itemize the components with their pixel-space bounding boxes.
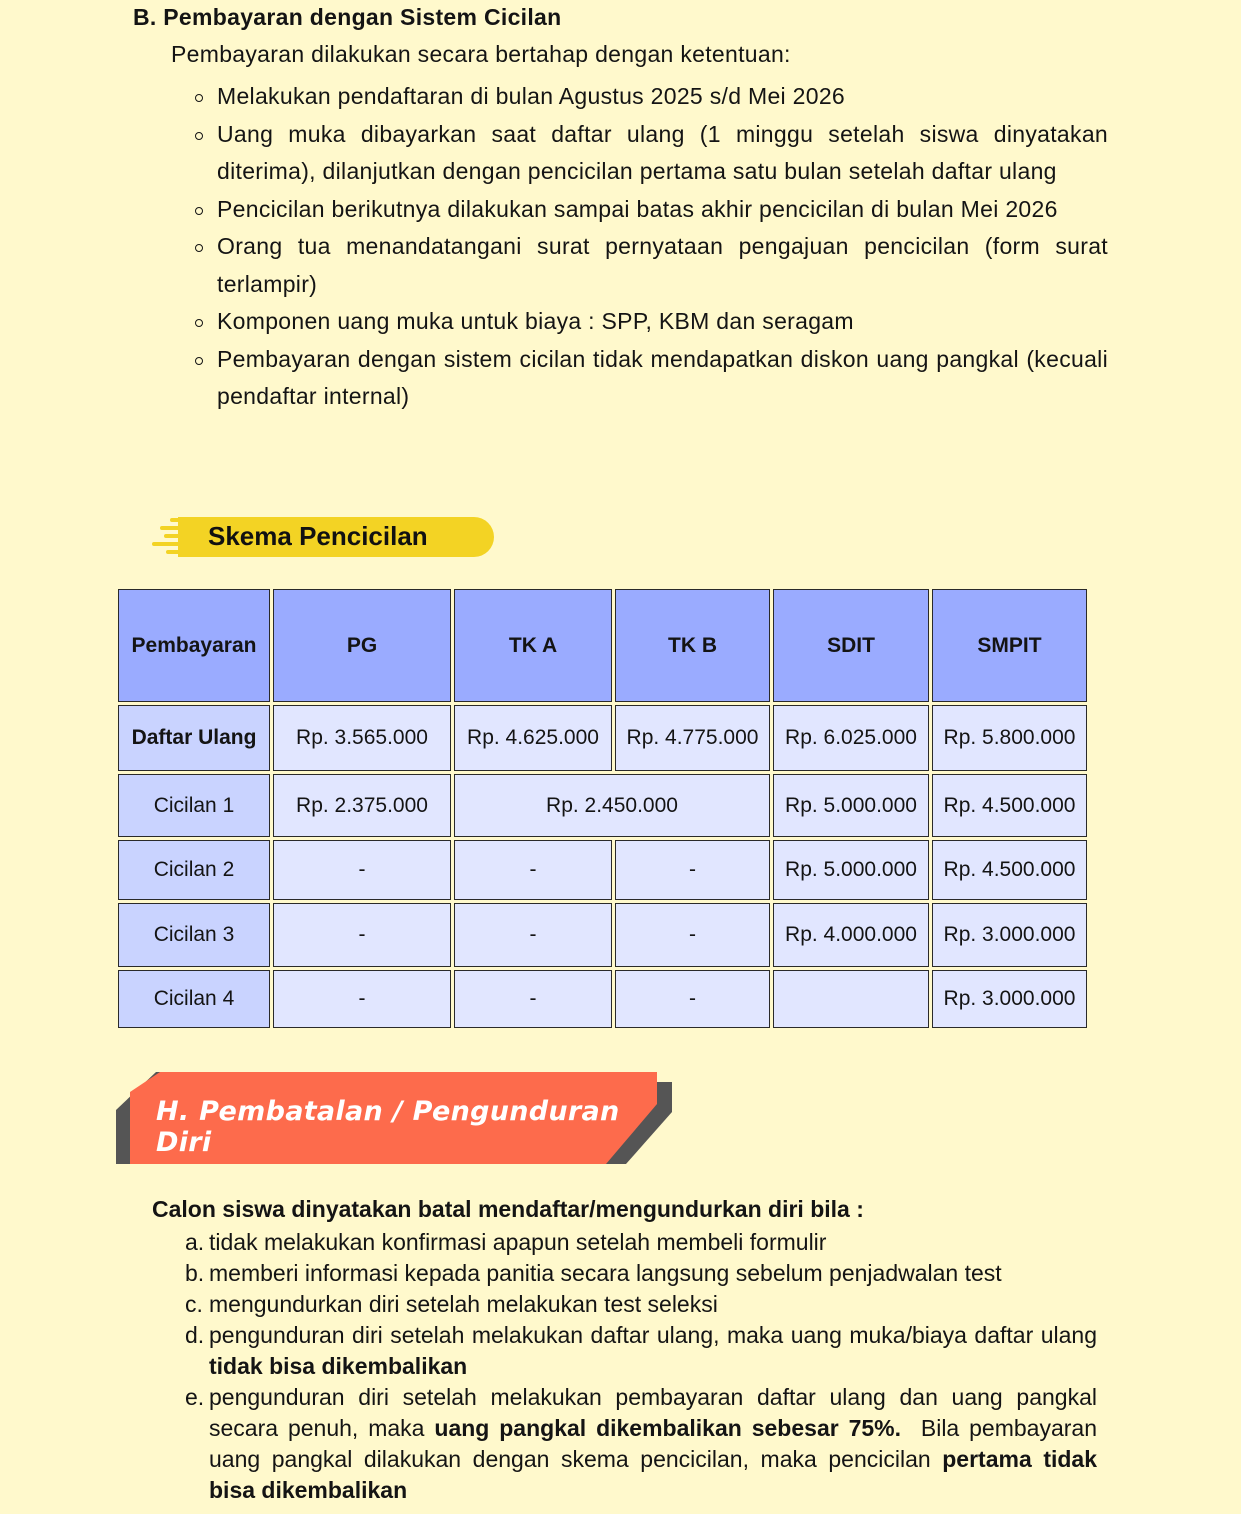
list-item-text: pengunduran diri setelah melakukan daftar ulang, maka uang muka/biaya daftar ulang — [209, 1322, 1097, 1348]
header-tkb: TK B — [615, 589, 770, 702]
list-item: Komponen uang muka untuk biaya : SPP, KBM dan seragam — [217, 303, 1108, 341]
pembatalan-banner — [116, 1072, 676, 1168]
table-cell: Rp. 5.000.000 — [773, 840, 929, 900]
table-cell: - — [454, 970, 612, 1028]
section-b-intro: Pembayaran dilakukan secara bertahap dengan ketentuan: — [171, 41, 791, 67]
table-cell: - — [615, 903, 770, 967]
table-cell: Rp. 3.000.000 — [932, 970, 1087, 1028]
table-cell: Rp. 5.800.000 — [932, 705, 1087, 771]
list-item-emphasis: pertama tidak bisa dikembalikan — [209, 1446, 1097, 1503]
table-cell: - — [454, 840, 612, 900]
pembatalan-intro: Calon siswa dinyatakan batal mendaftar/mengundurkan diri bila : — [152, 1196, 864, 1222]
list-item — [185, 1382, 1104, 1506]
list-item-text: tidak melakukan konfirmasi apapun setelah membeli formulir — [209, 1229, 827, 1255]
list-item: Uang muka dibayarkan saat daftar ulang (1 minggu setelah siswa dinyatakan diterima), dilanjutkan dengan pencicilan pertama satu bulan setelah daftar ulang — [217, 116, 1108, 191]
list-marker: b. — [185, 1260, 205, 1286]
list-item — [185, 1258, 1097, 1289]
skema-title: Skema Pencicilan — [208, 521, 428, 551]
table-cell: Rp. 4.000.000 — [773, 903, 929, 967]
list-marker: e. — [185, 1384, 205, 1410]
table-row — [118, 970, 1087, 1028]
table-cell: - — [454, 903, 612, 967]
list-item-text: mengundurkan diri setelah melakukan test seleksi — [209, 1291, 718, 1317]
installment-terms-list — [217, 78, 1108, 416]
table-cell: Rp. 6.025.000 — [773, 705, 929, 771]
installment-table — [115, 586, 1090, 1031]
skema-banner — [150, 515, 495, 559]
header-tka: TK A — [454, 589, 612, 702]
row-label: Cicilan 2 — [118, 840, 270, 900]
cancellation-conditions-list — [185, 1227, 1104, 1506]
table-cell: - — [273, 903, 451, 967]
table-row — [118, 705, 1087, 771]
section-b-title: B. Pembayaran dengan Sistem Cicilan — [133, 4, 562, 30]
list-item-text: pengunduran diri setelah melakukan pembayaran daftar ulang dan uang pangkal secara penuh, maka — [209, 1384, 1097, 1441]
list-marker: d. — [185, 1322, 205, 1348]
list-item-text: Bila pembayaran uang pangkal dilakukan dengan skema pencicilan, maka pencicilan — [209, 1415, 1104, 1472]
table-cell: - — [615, 970, 770, 1028]
list-item: Pencicilan berikutnya dilakukan sampai batas akhir pencicilan di bulan Mei 2026 — [217, 191, 1108, 229]
list-item — [185, 1227, 1097, 1258]
table-header-row — [118, 589, 1087, 702]
list-marker: a. — [185, 1229, 205, 1255]
list-item: Melakukan pendaftaran di bulan Agustus 2025 s/d Mei 2026 — [217, 78, 1108, 116]
table-row — [118, 840, 1087, 900]
table-cell: Rp. 3.000.000 — [932, 903, 1087, 967]
table-row — [118, 903, 1087, 967]
list-item-emphasis: tidak bisa dikembalikan — [209, 1353, 468, 1379]
list-marker: c. — [185, 1291, 203, 1317]
table-cell: - — [615, 840, 770, 900]
row-label: Cicilan 1 — [118, 774, 270, 837]
table-cell: Rp. 2.375.000 — [273, 774, 451, 837]
header-pembayaran: Pembayaran — [118, 589, 270, 702]
pembatalan-title: H. Pembatalan / Pengunduran Diri — [156, 1096, 620, 1158]
list-item-emphasis: uang pangkal dikembalikan sebesar 75%. — [434, 1415, 902, 1441]
header-sdit: SDIT — [773, 589, 929, 702]
table-cell: Rp. 4.500.000 — [932, 774, 1087, 837]
table-cell — [773, 970, 929, 1028]
table-cell: - — [273, 840, 451, 900]
table-cell: Rp. 2.450.000 — [454, 774, 770, 837]
table-cell: Rp. 4.775.000 — [615, 705, 770, 771]
row-label: Cicilan 4 — [118, 970, 270, 1028]
header-smpit: SMPIT — [932, 589, 1087, 702]
table-cell: - — [273, 970, 451, 1028]
list-item: Pembayaran dengan sistem cicilan tidak mendapatkan diskon uang pangkal (kecuali pendaftar internal) — [217, 341, 1108, 416]
header-pg: PG — [273, 589, 451, 702]
list-item — [185, 1320, 1097, 1382]
row-label: Cicilan 3 — [118, 903, 270, 967]
list-item: Orang tua menandatangani surat pernyataan pengajuan pencicilan (form surat terlampir) — [217, 228, 1108, 303]
table-cell: Rp. 3.565.000 — [273, 705, 451, 771]
list-item-text: memberi informasi kepada panitia secara langsung sebelum penjadwalan test — [209, 1260, 1002, 1286]
table-cell: Rp. 4.625.000 — [454, 705, 612, 771]
table-cell: Rp. 5.000.000 — [773, 774, 929, 837]
row-label: Daftar Ulang — [118, 705, 270, 771]
list-item — [185, 1289, 1097, 1320]
table-cell: Rp. 4.500.000 — [932, 840, 1087, 900]
table-row — [118, 774, 1087, 837]
